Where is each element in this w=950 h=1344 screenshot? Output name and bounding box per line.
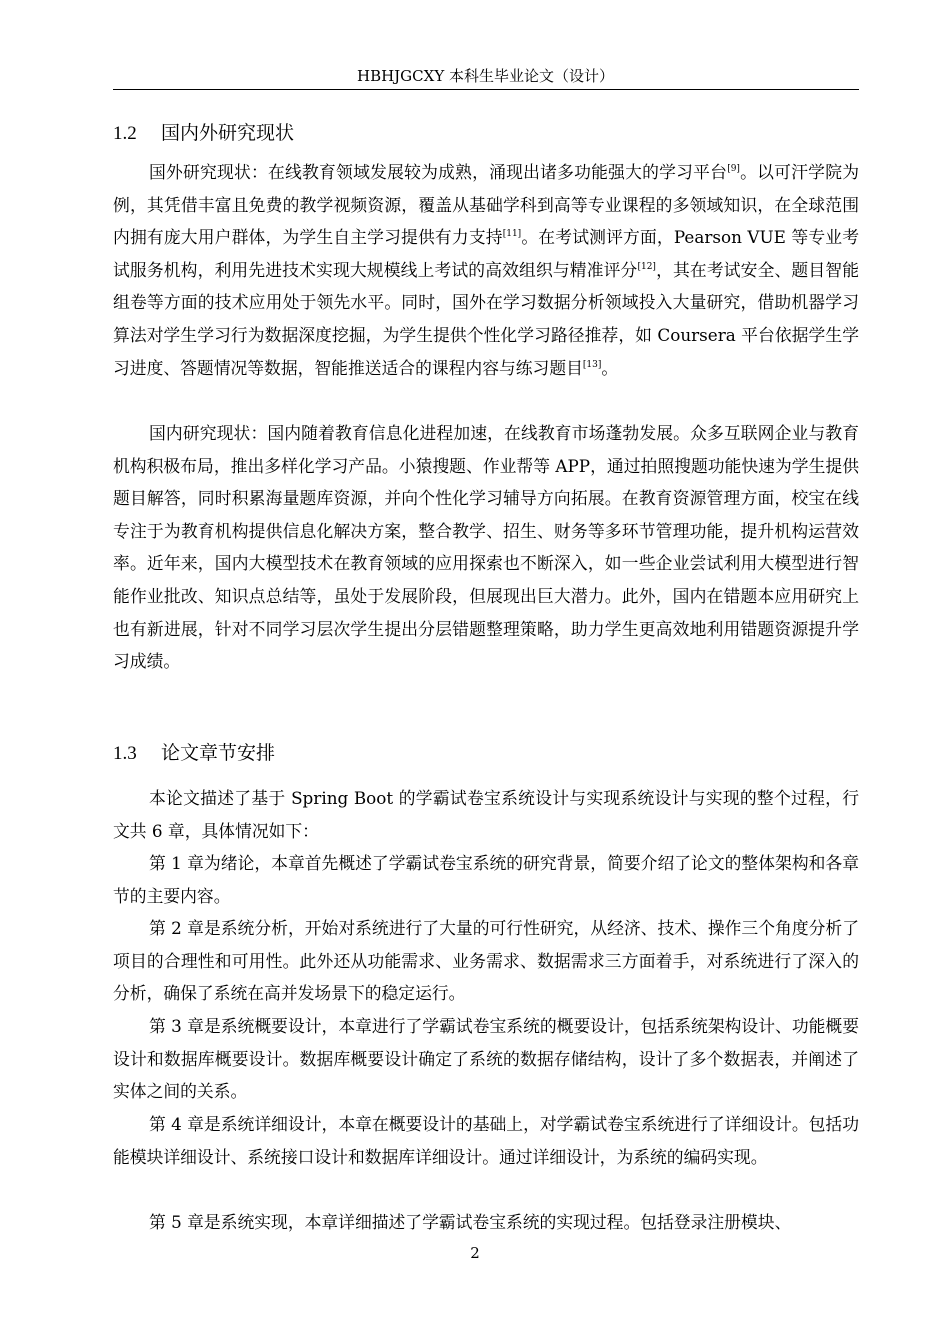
paragraph-text: 本论文描述了基于 Spring Boot 的学霸试卷宝系统设计与实现系统设计与实现的整个过程，行文共 6 章，具体情况如下：: [113, 788, 859, 841]
paragraph-chapter-4: [113, 1108, 859, 1173]
header-rule: [113, 89, 859, 90]
section-heading-1-3: [113, 740, 275, 767]
section-title: 论文章节安排: [161, 742, 276, 764]
paragraph-text: 第 1 章为绪论，本章首先概述了学霸试卷宝系统的研究背景，简要介绍了论文的整体架构和各章节的主要内容。: [113, 853, 859, 906]
paragraph-text: 第 3 章是系统概要设计，本章进行了学霸试卷宝系统的概要设计，包括系统架构设计、功能概要设计和数据库概要设计。数据库概要设计确定了系统的数据存储结构，设计了多个数据表，并阐述了实体之间的关系。: [113, 1016, 859, 1102]
paragraph-text: 。: [601, 357, 619, 378]
paragraph-text: ，其在考试安全、题目智能组卷等方面的技术应用处于领先水平。同时，国外在学习数据分析领域投入大量研究，借助机器学习算法对学生学习行为数据深度挖掘，为学生提供个性化学习路径推荐，如 Coursera 平台依据学生学习进度、答题情况等数据，智能推送适合的课程内容与练习题目: [113, 259, 859, 378]
citation: [11]: [502, 229, 522, 240]
section-title: 国内外研究现状: [161, 122, 295, 144]
paragraph-text: 。在考试测评方面，Pearson VUE 等专业考试服务机构，利用先进技术实现大规模线上考试的高效组织与精准评分: [113, 227, 859, 280]
section-number: 1.3: [113, 743, 137, 764]
page-number: 2: [470, 1244, 480, 1262]
section-heading-1-2: [113, 120, 294, 147]
paragraph-text: 第 2 章是系统分析，开始对系统进行了大量的可行性研究，从经济、技术、操作三个角度分析了项目的合理性和可用性。此外还从功能需求、业务需求、数据需求三方面着手，对系统进行了深入的分析，确保了系统在高并发场景下的稳定运行。: [113, 918, 859, 1004]
citation: [9]: [727, 164, 740, 174]
paragraph-chapter-5: [113, 1206, 859, 1239]
paragraph-text: 国内研究现状：国内随着教育信息化进程加速，在线教育市场蓬勃发展。众多互联网企业与教育机构积极布局，推出多样化学习产品。小猿搜题、作业帮等 APP，通过拍照搜题功能快速为学生提供题目解答，同时积累海量题库资源，并向个性化学习辅导方向拓展。在教育资源管理方面，校宝在线专注于为教育机构提供信息化解决方案，整合教学、招生、财务等多环节管理功能，提升机构运营效率。近年来，国内大模型技术在教育领域的应用探索也不断深入，如一些企业尝试利用大模型进行智能作业批改、知识点总结等，虽处于发展阶段，但展现出巨大潜力。此外，国内在错题本应用研究上也有新进展，针对不同学习层次学生提出分层错题整理策略，助力学生更高效地利用错题资源提升学习成绩。: [113, 423, 859, 672]
paragraph-domestic-research: [113, 417, 859, 678]
paragraph-text: 。以可汗学院为例，其凭借丰富且免费的教学视频资源，覆盖从基础学科到高等专业课程的多领域知识，在全球范围内拥有庞大用户群体，为学生自主学习提供有力支持: [113, 162, 859, 248]
paragraph-thesis-overview: [113, 782, 859, 847]
running-header: HBHJGCXY 本科生毕业论文（设计）: [356, 67, 614, 85]
citation: [12]: [637, 261, 656, 272]
paragraph-text: 第 4 章是系统详细设计，本章在概要设计的基础上，对学霸试卷宝系统进行了详细设计。包括功能模块详细设计、系统接口设计和数据库详细设计。通过详细设计，为系统的编码实现。: [113, 1114, 859, 1167]
citation: [13]: [582, 359, 602, 370]
paragraph-chapter-3: [113, 1010, 859, 1108]
paragraph-chapter-1: [113, 847, 859, 912]
paragraph-chapter-2: [113, 912, 859, 1010]
section-number: 1.2: [113, 123, 137, 144]
paragraph-foreign-research: [113, 156, 859, 384]
paragraph-text: 第 5 章是系统实现，本章详细描述了学霸试卷宝系统的实现过程。包括登录注册模块、: [149, 1212, 792, 1232]
paragraph-text: 国外研究现状：在线教育领域发展较为成熟，涌现出诸多功能强大的学习平台: [149, 162, 728, 182]
